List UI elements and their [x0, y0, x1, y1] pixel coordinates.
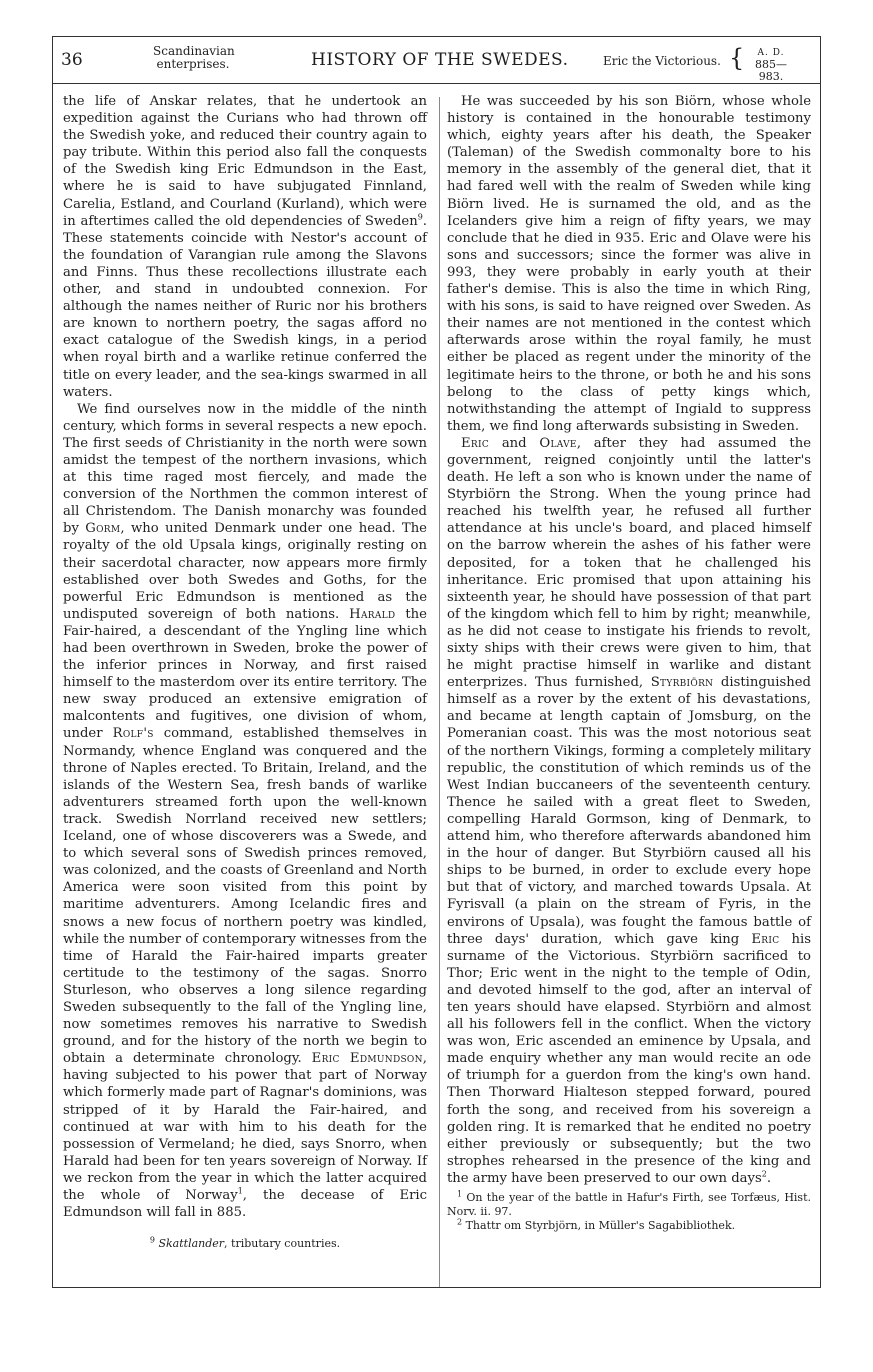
page-number: 36 — [61, 50, 83, 70]
footnote-mark: 1 — [457, 1189, 463, 1199]
footnote-mark: 2 — [457, 1217, 463, 1227]
text-run: his surname of the Victorious. Styrbiörn sacrificed to Thor; Eric went in the night to the temple of Odin, and devoted himself to the god, after an interval of ten years should have elapsed. Styrbiörn and almost all his followers fell in the conflict. When the victory was won, Eric ascended an eminence by Upsala, and made enquiry whether any man would recite an ode of triumph for a guerdon from the king's own hand. Then Thorward Hialteson stepped forward, poured forth the song, and received from his sovereign a golden ring. It is remarked that he endited no poetry either previously or subsequently; but the two strophes rehearsed in the presence of the king and the army have been preserved to our own days — [447, 931, 811, 1186]
text-run: the Fair-haired, a descendant of the Yngling line which had been overthrown in Sweden, broke the power of the inferior princes in Norway, and first raised himself to the masterdom over its entire territory. The new sway produced an extensive emigration of malcontents and fugitives, one division of whom, under — [63, 606, 427, 742]
right-column — [447, 93, 811, 1233]
date-prefix: A. D. — [757, 48, 785, 58]
footnote-text: On the year of the battle in Hafur's Firth, see Torfæus, Hist. Norv. ii. 97. — [447, 1191, 811, 1218]
text-run: the life of Anskar relates, that he undertook an expedition against the Curians who had thrown off the Swedish yoke, and reduced their country again to pay tribute. Within this period also fall the conquests of the Swedish king Eric Edmundson in the East, where he is said to have subjugated Finnland, Carelia, Estland, and Courland (Kurland), which were in aftertimes called the old dependencies of Sweden — [63, 94, 427, 229]
paragraph — [447, 93, 811, 435]
text-run: command, established themselves in Normandy, whence England was conquered and the throne of Naples erected. To Britain, Ireland, and the islands of the Western Sea, fresh bands of warlike adventurers streamed forth upon the well-known track. Swedish Norrland received new settlers; Iceland, one of whose discoverers was a Swede, and to which several sons of Swedish princes removed, was colonized, and the coasts of Greenland and North America were soon visited from this point by maritime adventurers. Among Icelandic fires and snows a new focus of northern poetry was kindled, while the number of contemporary witnesses from the time of Harald the Fair-haired imparts greater certitude to the testimony of the sagas. Snorro Sturleson, who observes a long silence regarding Sweden subsequently to the fall of the Yngling line, now sometimes removes his narrative to Swedish ground, and for the history of the north we begin to obtain a determinate chronology. — [63, 726, 427, 1067]
running-header — [53, 37, 820, 83]
text-run: , who united Denmark under one head. The royalty of the old Upsala kings, originally resting on their sacerdotal character, now appears more firmly established over both Swedes and Goths, for the powerful Eric Edmundson is mentioned as the undisputed sovereign of both nations. — [63, 521, 427, 622]
running-head-right: Eric the Victorious. — [603, 54, 721, 68]
left-column — [63, 93, 427, 1251]
text-run: and — [501, 435, 527, 451]
header-rule — [53, 83, 820, 84]
footnotes — [447, 1191, 811, 1233]
running-title: HISTORY OF THE SWEDES. — [311, 50, 569, 70]
page-frame — [52, 36, 821, 1288]
text-run: distinguished himself as a rover by the extent of his devastations, and became at length captain of Jomsburg, on the Pomeranian coast. This was the most notorious seat of the northern Vikings, forming a completely military republic, the constitution of which reminds us of the West Indian buccaneers of the seventeenth century. Thence he sailed with a great fleet to Sweden, compelling Harald Gormson, king of Denmark, to attend him, who therefore afterwards abandoned him in the hour of danger. But Styrbiörn caused all his ships to be burned, in order to exclude every hope but that of victory, and marched towards Upsala. At Fyrisvall (a plain on the stream of Fyris, in the environs of Upsala), was fought the famous battle of three days' duration, which gave king — [447, 675, 812, 947]
column-divider — [439, 97, 440, 1287]
text-run: He was succeeded by his son Biörn, whose whole history is contained in the honourable testimony which, eighty years after his death, the Speaker (Taleman) of the Swedish commonalty bore to his memory in the assembly of the general diet, that it had fared well with the realm of Sweden while king Biörn lived. He is surnamed the old, and as the Icelanders give him a reign of fifty years, we may conclude that he died in 935. Eric and Olave were his sons and successors; since the former was alive in 993, they were probably in early youth at their father's demise. This is also the time in which Ring, with his sons, is said to have reigned over Sweden. As their names are not mentioned in the contest which afterwards arose within the royal family, he must either be placed as regent under the minority of the legitimate heirs to the throne, or both he and his sons belong to the class of petty kings which, notwithstanding the attempt of Ingiald to suppress them, we find long afterwards subsisting in Sweden. — [447, 94, 811, 434]
footnote — [447, 1191, 811, 1219]
footnote-ref: 2 — [761, 1169, 767, 1179]
text-run: . — [766, 1170, 772, 1186]
text-run: , having subjected to his power that part of Norway which formerly made part of Ragnar's dominions, was stripped of it by Harald the Fair-haired, and continued at war with him to his death for the possession of Vermeland; he died, says Snorro, when Harald had been for ten years sovereign of Norway. If we reckon from the year in which the latter acquired the whole of Norway — [63, 1051, 427, 1203]
footnote-ref: 9 — [417, 212, 423, 222]
name-small-caps: Eric — [751, 931, 780, 947]
date-brace: { — [729, 44, 745, 72]
footnote-term: Skattlander — [158, 1237, 225, 1251]
name-small-caps: Gorm — [85, 521, 121, 537]
name-small-caps: Rolf's — [112, 726, 154, 742]
footnote — [447, 1219, 811, 1233]
name-small-caps: Eric Edmundson — [311, 1051, 423, 1067]
paragraph — [447, 435, 811, 1187]
name-small-caps: Olave — [539, 435, 577, 451]
text-run: We find ourselves now in the middle of the ninth century, which forms in several respects a new epoch. The first seeds of Christianity in the north were sown amidst the tempest of the northern invasions, which at this time raged most fiercely, and made the conversion of the Northmen the common interest of all Christendom. The Danish monarchy was founded by — [63, 401, 427, 537]
footnote — [63, 1237, 427, 1251]
name-small-caps: Styrbiörn — [650, 675, 714, 691]
paragraph — [63, 93, 427, 401]
paragraph — [63, 401, 427, 1222]
name-small-caps: Eric — [461, 435, 490, 451]
footnote-text: , tributary countries. — [224, 1237, 341, 1251]
running-head-left: Scandinavian enterprises. — [153, 44, 235, 71]
date-value: 885—983. — [755, 58, 787, 83]
text-run: , the decease of Eric Edmundson will fall in 885. — [63, 1188, 427, 1221]
footnote-mark: 9 — [149, 1235, 155, 1245]
footnote-text: Thattr om Styrbjörn, in Müller's Sagabibliothek. — [465, 1219, 736, 1232]
name-small-caps: Harald — [349, 606, 396, 622]
footnote-ref: 1 — [237, 1186, 243, 1196]
text-run: . These statements coincide with Nestor's account of the foundation of Varangian rule among the Slavons and Finns. Thus these recollections illustrate each other, and stand in undoubted connexion. For although the names neither of Ruric nor his brothers are known to northern poetry, the sagas afford no exact catalogue of the Swedish kings, in a period when royal birth and a warlike retinue conferred the title on every leader, and the sea-kings swarmed in all waters. — [63, 213, 427, 400]
text-run: , after they had assumed the government, reigned conjointly until the latter's death. He left a son who is known under the name of Styrbiörn the Strong. When the young prince had reached his twelfth year, he refused all further attendance at his uncle's board, and placed himself on the barrow wherein the ashes of his father were deposited, for a token that he challenged his inheritance. Eric promised that upon attaining his sixteenth year, he should have possession of that part of the kingdom which fell to him by right; meanwhile, as he did not cease to instigate his friends to revolt, sixty ships with their crews were given to him, that he might practise himself in warlike and distant enterprizes. Thus furnished, — [447, 435, 812, 691]
date-range — [743, 47, 799, 83]
